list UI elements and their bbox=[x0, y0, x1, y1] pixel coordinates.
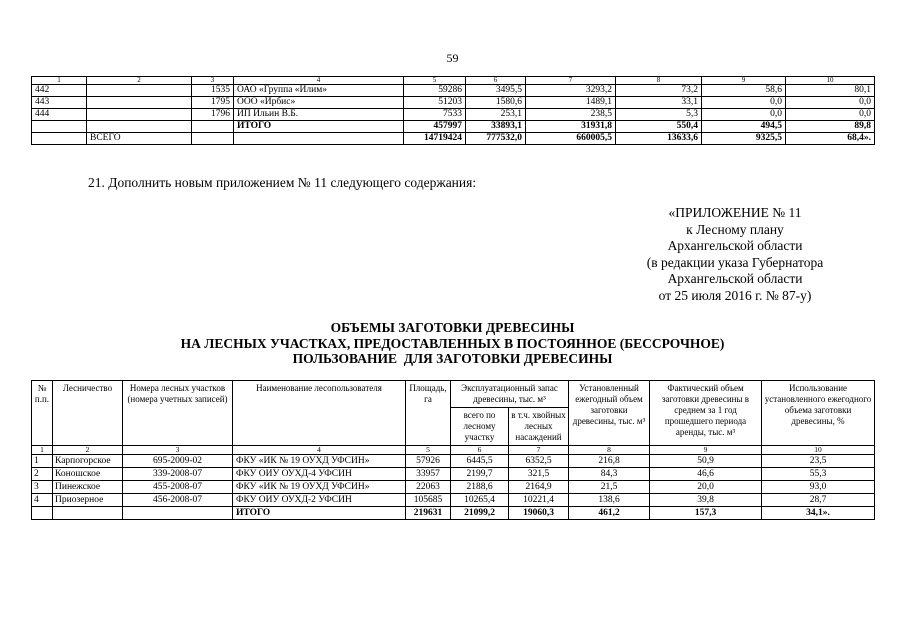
col-number: 6 bbox=[466, 77, 526, 85]
col-number: 10 bbox=[762, 446, 875, 455]
row-number: 1 bbox=[32, 455, 53, 468]
appendix-line: от 25 июля 2016 г. № 87-у) bbox=[658, 287, 812, 303]
cell-forestry bbox=[87, 85, 192, 97]
col-number: 5 bbox=[406, 446, 451, 455]
table2-column-numbers bbox=[32, 446, 875, 455]
col-number: 3 bbox=[123, 446, 233, 455]
header-reserve: Эксплуатационный запас древесины, тыс. м³ bbox=[451, 381, 569, 408]
col-number: 10 bbox=[786, 77, 875, 85]
table1-column-numbers bbox=[32, 77, 875, 85]
col-number: 3 bbox=[192, 77, 234, 85]
cell-user: ФКУ ОИУ ОУХД-4 УФСИН bbox=[233, 468, 406, 481]
cell-value: 216,8 bbox=[569, 455, 650, 468]
cell-value: 157,3 bbox=[650, 507, 762, 520]
row-number: 3 bbox=[32, 481, 53, 494]
cell-forestry: Коношское bbox=[53, 468, 123, 481]
cell-value: 23,5 bbox=[762, 455, 875, 468]
header-annual-volume: Установленный ежегодный объем заготовки древесины, тыс. м³ bbox=[569, 381, 650, 446]
subtotal-row bbox=[32, 121, 875, 133]
col-number: 5 bbox=[404, 77, 466, 85]
header-reserve-total: всего по лесному участку bbox=[451, 408, 509, 446]
heading-line: НА ЛЕСНЫХ УЧАСТКАХ, ПРЕДОСТАВЛЕННЫХ В ПОСТОЯННОЕ (БЕССРОЧНОЕ) bbox=[180, 335, 725, 351]
table-row bbox=[32, 97, 875, 109]
cell-value: 2199,7 bbox=[451, 468, 509, 481]
col-number: 7 bbox=[509, 446, 569, 455]
cell-value: 2164,9 bbox=[509, 481, 569, 494]
cell-value: 3495,5 bbox=[466, 85, 526, 97]
timber-table-continuation bbox=[31, 76, 875, 145]
cell-value: 55,3 bbox=[762, 468, 875, 481]
header-actual-volume: Фактический объем заготовки древесины в среднем за 1 год прошедшего периода аренды, тыс. м³ bbox=[650, 381, 762, 446]
cell-area: 57926 bbox=[406, 455, 451, 468]
cell-value: 58,6 bbox=[702, 85, 786, 97]
cell-value: 0,0 bbox=[702, 97, 786, 109]
cell-value: 89,8 bbox=[786, 121, 875, 133]
cell-value: 0,0 bbox=[786, 109, 875, 121]
cell-record: 1796 bbox=[192, 109, 234, 121]
cell-value: 494,5 bbox=[702, 121, 786, 133]
cell-forestry: Приозерное bbox=[53, 494, 123, 507]
cell-value: 238,5 bbox=[526, 109, 616, 121]
cell-value: 80,1 bbox=[786, 85, 875, 97]
cell-forestry bbox=[87, 97, 192, 109]
col-number: 4 bbox=[233, 446, 406, 455]
cell-value: 21099,2 bbox=[451, 507, 509, 520]
header-usage: Использование установленного ежегодного объема заготовки древесины, % bbox=[762, 381, 875, 446]
cell-value: 1489,1 bbox=[526, 97, 616, 109]
row-number: 444 bbox=[32, 109, 87, 121]
timber-volumes-table bbox=[31, 380, 875, 520]
header-area: Площадь, га bbox=[406, 381, 451, 446]
amendment-paragraph: 21. Дополнить новым приложением № 11 следующего содержания: bbox=[88, 175, 477, 190]
row-number: 4 bbox=[32, 494, 53, 507]
cell-record: 1795 bbox=[192, 97, 234, 109]
cell-value: 461,2 bbox=[569, 507, 650, 520]
cell-plot: 455-2008-07 bbox=[123, 481, 233, 494]
cell-value: 50,9 bbox=[650, 455, 762, 468]
cell-value: 660005,5 bbox=[526, 133, 616, 145]
cell-forestry: Карпогорское bbox=[53, 455, 123, 468]
cell-value: 59286 bbox=[404, 85, 466, 97]
col-number: 8 bbox=[569, 446, 650, 455]
col-number: 6 bbox=[451, 446, 509, 455]
cell-record: 1535 bbox=[192, 85, 234, 97]
cell-value: 2188,6 bbox=[451, 481, 509, 494]
appendix-line: «ПРИЛОЖЕНИЕ № 11 bbox=[668, 205, 802, 220]
cell-value: 7533 bbox=[404, 109, 466, 121]
cell-value: 33893,1 bbox=[466, 121, 526, 133]
cell-value: 1580,6 bbox=[466, 97, 526, 109]
col-number: 1 bbox=[32, 446, 53, 455]
document-heading bbox=[31, 320, 874, 367]
cell-value: 51203 bbox=[404, 97, 466, 109]
cell-user: ИП Ильин В.Б. bbox=[234, 109, 404, 121]
table-row bbox=[32, 455, 875, 468]
appendix-header bbox=[600, 205, 870, 305]
header-reserve-conifer: в т.ч. хвойных лесных насаждений bbox=[509, 408, 569, 446]
cell-value: 138,6 bbox=[569, 494, 650, 507]
cell-value: 6352,5 bbox=[509, 455, 569, 468]
cell-value: 39,8 bbox=[650, 494, 762, 507]
cell-user: ФКУ «ИК № 19 ОУХД УФСИН» bbox=[233, 481, 406, 494]
cell-value: 34,1». bbox=[762, 507, 875, 520]
cell-value: 84,3 bbox=[569, 468, 650, 481]
appendix-line: Архангельской области bbox=[667, 271, 803, 287]
cell-value: 31931,8 bbox=[526, 121, 616, 133]
cell-forestry bbox=[87, 109, 192, 121]
cell-value: 46,6 bbox=[650, 468, 762, 481]
table-row bbox=[32, 85, 875, 97]
row-number: 2 bbox=[32, 468, 53, 481]
table-row bbox=[32, 468, 875, 481]
cell-value: 3293,2 bbox=[526, 85, 616, 97]
cell-value: 0,0 bbox=[702, 109, 786, 121]
cell-value: 21,5 bbox=[569, 481, 650, 494]
cell-forestry: Пинежское bbox=[53, 481, 123, 494]
heading-line: ПОЛЬЗОВАНИЕ ДЛЯ ЗАГОТОВКИ ДРЕВЕСИНЫ bbox=[292, 351, 613, 367]
table-row bbox=[32, 481, 875, 494]
cell-value: 13633,6 bbox=[616, 133, 702, 145]
cell-area: 22063 bbox=[406, 481, 451, 494]
col-number: 2 bbox=[53, 446, 123, 455]
row-number: 443 bbox=[32, 97, 87, 109]
col-number: 9 bbox=[650, 446, 762, 455]
table2-header-row bbox=[32, 381, 875, 408]
cell-value: 33,1 bbox=[616, 97, 702, 109]
row-number: 442 bbox=[32, 85, 87, 97]
col-number: 4 bbox=[234, 77, 404, 85]
page-number: 59 bbox=[446, 51, 459, 65]
cell-plot: 339-2008-07 bbox=[123, 468, 233, 481]
appendix-line: Архангельской области bbox=[667, 238, 803, 254]
cell-value: 73,2 bbox=[616, 85, 702, 97]
cell-value: 10221,4 bbox=[509, 494, 569, 507]
cell-area: 105685 bbox=[406, 494, 451, 507]
cell-value: 253,1 bbox=[466, 109, 526, 121]
appendix-line: к Лесному плану bbox=[686, 221, 784, 237]
subtotal-label: ИТОГО bbox=[234, 121, 404, 133]
cell-value: 28,7 bbox=[762, 494, 875, 507]
cell-value: 5,3 bbox=[616, 109, 702, 121]
cell-value: 10265,4 bbox=[451, 494, 509, 507]
cell-plot: 695-2009-02 bbox=[123, 455, 233, 468]
cell-value: 19060,3 bbox=[509, 507, 569, 520]
col-number: 1 bbox=[32, 77, 87, 85]
cell-value: 93,0 bbox=[762, 481, 875, 494]
cell-value: 550,4 bbox=[616, 121, 702, 133]
cell-value: 20,0 bbox=[650, 481, 762, 494]
cell-area: 33957 bbox=[406, 468, 451, 481]
col-number: 7 bbox=[526, 77, 616, 85]
cell-value: 9325,5 bbox=[702, 133, 786, 145]
cell-user: ООО «Ирбис» bbox=[234, 97, 404, 109]
header-number: № п.п. bbox=[32, 381, 53, 446]
col-number: 9 bbox=[702, 77, 786, 85]
header-plot-numbers: Номера лесных участков (номера учетных записей) bbox=[123, 381, 233, 446]
cell-value: 68,4». bbox=[786, 133, 875, 145]
cell-value: 777532,0 bbox=[466, 133, 526, 145]
cell-user: ФКУ ОИУ ОУХД-2 УФСИН bbox=[233, 494, 406, 507]
cell-value: 0,0 bbox=[786, 97, 875, 109]
header-forestry: Лесничество bbox=[53, 381, 123, 446]
subtotal-label: ИТОГО bbox=[233, 507, 406, 520]
cell-user: ОАО «Группа «Илим» bbox=[234, 85, 404, 97]
subtotal-row bbox=[32, 507, 875, 520]
header-user: Наименование лесопользователя bbox=[233, 381, 406, 446]
cell-area: 219631 bbox=[406, 507, 451, 520]
cell-value: 14719424 bbox=[404, 133, 466, 145]
cell-value: 6445,5 bbox=[451, 455, 509, 468]
appendix-line: (в редакции указа Губернатора bbox=[646, 254, 824, 270]
col-number: 8 bbox=[616, 77, 702, 85]
cell-user: ФКУ «ИК № 19 ОУХД УФСИН» bbox=[233, 455, 406, 468]
heading-line: ОБЪЕМЫ ЗАГОТОВКИ ДРЕВЕСИНЫ bbox=[330, 320, 575, 335]
table-row bbox=[32, 494, 875, 507]
cell-value: 457997 bbox=[404, 121, 466, 133]
total-row bbox=[32, 133, 875, 145]
col-number: 2 bbox=[87, 77, 192, 85]
table-row bbox=[32, 109, 875, 121]
cell-plot: 456-2008-07 bbox=[123, 494, 233, 507]
total-label: ВСЕГО bbox=[87, 133, 192, 145]
cell-value: 321,5 bbox=[509, 468, 569, 481]
